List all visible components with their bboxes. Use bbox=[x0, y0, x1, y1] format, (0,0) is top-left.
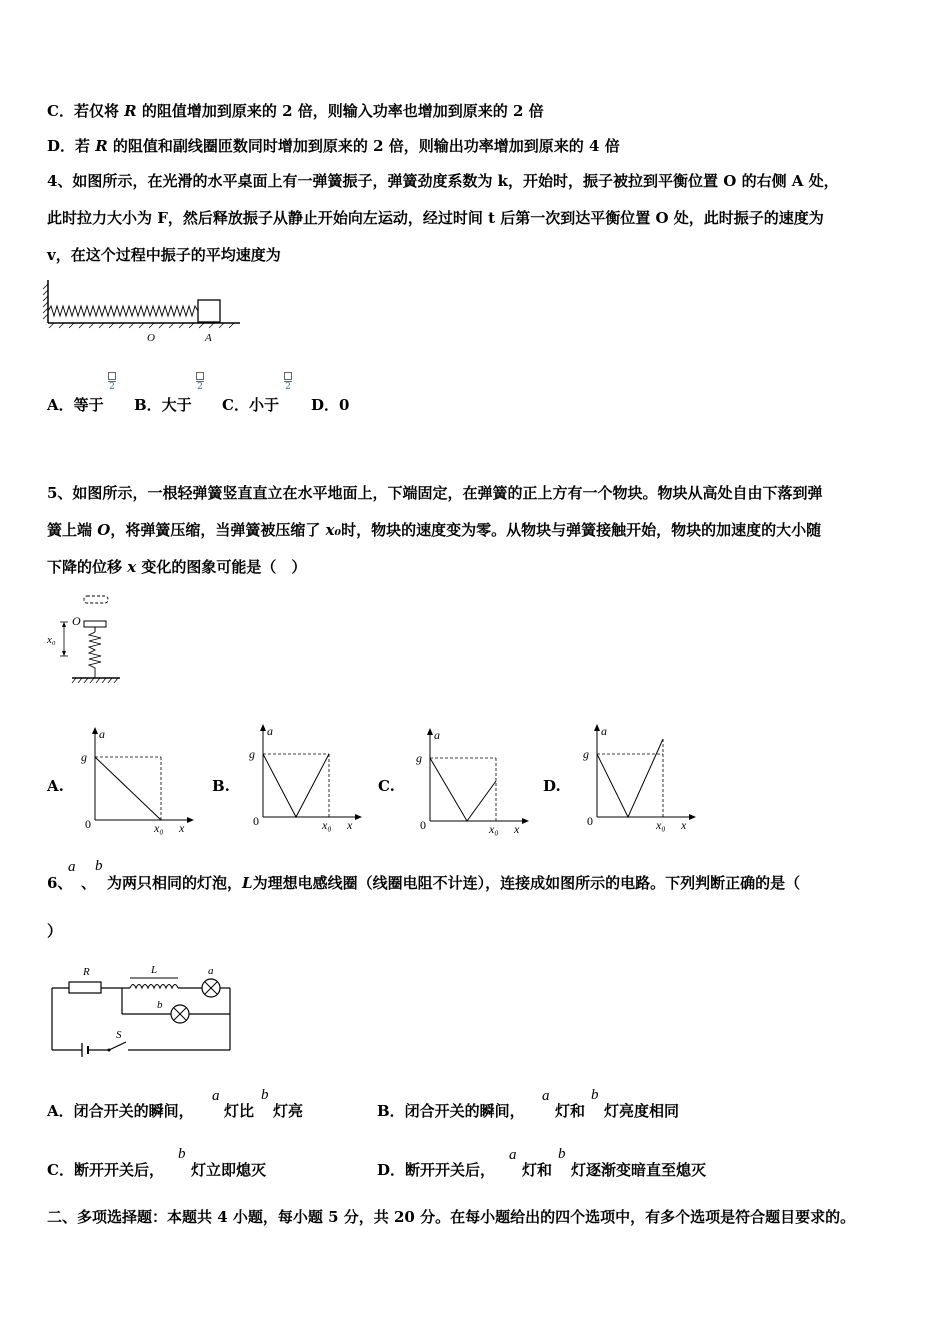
svg-text:x: x bbox=[179, 821, 185, 835]
q6-option-a: A．闭合开关的瞬间， bbox=[47, 1102, 194, 1120]
q5-stem-line2: 簧上端 O，将弹簧压缩，当弹簧被压缩了 x₀时，物块的速度变为零。从物块与弹簧接触开始，物块的加速度的大小随 bbox=[47, 521, 822, 539]
q6-option-b: B．闭合开关的瞬间， bbox=[377, 1102, 525, 1120]
q5-vertical-spring-figure bbox=[44, 590, 124, 690]
q5-label-x0: x₀ bbox=[47, 634, 56, 646]
svg-text:x: x bbox=[347, 818, 353, 832]
q5-option-c-label: C. bbox=[378, 777, 395, 795]
svg-text:a: a bbox=[99, 727, 105, 741]
svg-text:0: 0 bbox=[253, 814, 259, 828]
q6-var-a: a bbox=[68, 859, 76, 875]
section2-heading: 二、多项选择题：本题共 4 小题，每小题 5 分，共 20 分。在每小题给出的四个选项中，有多个选项是符合题目要求的。 bbox=[47, 1208, 856, 1226]
q4-stem-line3: v，在这个过程中振子的平均速度为 bbox=[47, 246, 281, 264]
q4-option-c-fraction: 2 bbox=[283, 372, 293, 392]
q6-label-l: L bbox=[151, 964, 158, 976]
q5-graph-a bbox=[78, 725, 198, 835]
q5-graph-c bbox=[413, 726, 533, 836]
q5-option-b-label: B. bbox=[212, 777, 230, 795]
svg-text:a: a bbox=[434, 728, 440, 742]
q4-option-d: D．0 bbox=[311, 396, 350, 414]
q4-option-a-fraction: 2 bbox=[107, 372, 117, 392]
svg-text:g: g bbox=[81, 750, 87, 764]
svg-text:0: 0 bbox=[420, 818, 426, 832]
svg-text:x: x bbox=[681, 818, 687, 832]
q4-option-a: A．等于 bbox=[47, 396, 104, 414]
svg-text:a: a bbox=[267, 724, 273, 738]
q6-label-a: a bbox=[208, 965, 214, 977]
q4-label-o: O bbox=[147, 332, 155, 344]
q6-option-d: D．断开开关后， bbox=[377, 1161, 496, 1179]
svg-text:x: x bbox=[514, 822, 520, 836]
q5-stem-line1: 5、如图所示，一根轻弹簧竖直直立在水平地面上，下端固定，在弹簧的正上方有一个物块。物块从高处自由下落到弹 bbox=[47, 484, 823, 502]
q6-circuit-figure bbox=[44, 958, 244, 1058]
svg-text:x₀: x₀ bbox=[322, 818, 332, 832]
q6-stem-close: ） bbox=[47, 922, 63, 940]
q4-option-b: B．大于 bbox=[134, 396, 192, 414]
q4-stem-line1: 4、如图所示，在光滑的水平桌面上有一弹簧振子，弹簧劲度系数为 k，开始时，振子被拉到平衡位置 O 的右侧 A 处， bbox=[47, 172, 839, 190]
q6-label-s: S bbox=[116, 1029, 122, 1041]
svg-text:a: a bbox=[601, 724, 607, 738]
q5-graph-b bbox=[246, 722, 366, 832]
q4-option-c: C．小于 bbox=[222, 396, 279, 414]
q4-spring-oscillator-figure bbox=[40, 278, 250, 348]
svg-text:g: g bbox=[416, 751, 422, 765]
q5-label-o: O bbox=[72, 614, 81, 628]
q5-option-d-label: D. bbox=[543, 777, 561, 795]
q6-label-r: R bbox=[83, 966, 90, 978]
svg-text:x₀: x₀ bbox=[489, 822, 499, 836]
q6-stem-line1: 为两只相同的灯泡，L为理想电感线圈（线圈电阻不计连），连接成如图所示的电路。下列判断正确的是（ bbox=[107, 874, 801, 892]
q3-option-c: C．若仅将 R 的阻值增加到原来的 2 倍，则输入功率也增加到原来的 2 倍 bbox=[47, 102, 544, 120]
svg-text:g: g bbox=[583, 747, 589, 761]
svg-text:0: 0 bbox=[85, 817, 91, 831]
q3-option-d: D．若 R 的阻值和副线圈匝数同时增加到原来的 2 倍，则输出功率增加到原来的 4 倍 bbox=[47, 137, 620, 155]
q5-stem-line3: 下降的位移 x 变化的图象可能是（ ） bbox=[47, 558, 307, 576]
q6-separator: 、 bbox=[81, 874, 97, 892]
q4-stem-line2: 此时拉力大小为 F，然后释放振子从静止开始向左运动，经过时间 t 后第一次到达平衡位置 O 处，此时振子的速度为 bbox=[47, 209, 824, 227]
q5-graph-d bbox=[580, 722, 700, 832]
q6-var-b: b bbox=[95, 858, 103, 874]
svg-text:0: 0 bbox=[587, 814, 593, 828]
svg-text:x₀: x₀ bbox=[154, 821, 164, 835]
svg-text:x₀: x₀ bbox=[656, 818, 666, 832]
q6-number: 6、 bbox=[47, 874, 73, 892]
q4-label-a: A bbox=[205, 332, 212, 344]
svg-text:g: g bbox=[249, 747, 255, 761]
q6-label-b: b bbox=[157, 999, 163, 1011]
q6-option-c: C．断开开关后， bbox=[47, 1161, 164, 1179]
q4-option-b-fraction: 2 bbox=[195, 372, 205, 392]
q5-option-a-label: A. bbox=[47, 777, 64, 795]
